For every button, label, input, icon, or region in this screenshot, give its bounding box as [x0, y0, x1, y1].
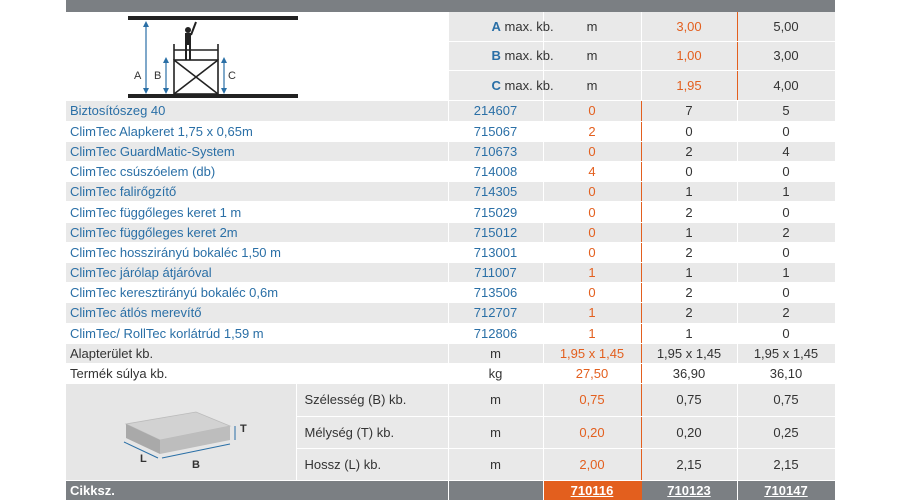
part-value-2: 2 [641, 141, 737, 161]
part-value-3: 0 [737, 242, 835, 262]
part-value-1: 1 [543, 263, 641, 283]
footer-code-2[interactable]: 710123 [641, 480, 737, 500]
part-value-3: 2 [737, 303, 835, 323]
dim-b-value-2: 3,00 [737, 41, 835, 70]
part-name[interactable]: ClimTec hosszirányú bokaléc 1,50 m [66, 242, 448, 262]
part-value-2: 1 [641, 323, 737, 343]
summary-row [66, 363, 835, 383]
pack-length-value-3: 2,15 [737, 448, 835, 480]
scaffold-diagram [128, 16, 308, 100]
pack-width-value-1: 0,75 [543, 384, 641, 416]
pack-depth-value-1: 0,20 [543, 416, 641, 448]
spec-table [66, 12, 836, 101]
summary-value-1: 1,95 x 1,45 [543, 343, 641, 363]
top-bar [66, 0, 835, 12]
pack-width-unit: m [448, 384, 543, 416]
part-code[interactable]: 710673 [448, 141, 543, 161]
part-name[interactable]: Biztosítószeg 40 [66, 101, 448, 121]
diagram-label-a: A [134, 70, 142, 82]
part-row [66, 303, 835, 323]
part-value-2: 0 [641, 162, 737, 182]
summary-unit: m [448, 343, 543, 363]
part-value-1: 0 [543, 202, 641, 222]
pack-length-value-2: 2,15 [641, 448, 737, 480]
package-label-width: B [192, 459, 200, 471]
part-value-3: 2 [737, 222, 835, 242]
dim-c-value-1: 1,95 [641, 71, 737, 100]
part-value-3: 0 [737, 162, 835, 182]
part-value-1: 0 [543, 242, 641, 262]
part-name[interactable]: ClimTec csúszóelem (db) [66, 162, 448, 182]
part-row [66, 283, 835, 303]
part-row [66, 242, 835, 262]
dim-c-label: C max. kb. [448, 71, 543, 100]
part-value-2: 1 [641, 222, 737, 242]
part-value-3: 1 [737, 182, 835, 202]
part-value-2: 2 [641, 303, 737, 323]
summary-row [66, 343, 835, 363]
part-code[interactable]: 712806 [448, 323, 543, 343]
parts-table [66, 101, 836, 384]
part-row [66, 101, 835, 121]
part-code[interactable]: 715067 [448, 121, 543, 141]
part-row [66, 323, 835, 343]
footer-row [66, 480, 835, 500]
part-code[interactable]: 713506 [448, 283, 543, 303]
part-value-1: 2 [543, 121, 641, 141]
dim-c-unit: m [543, 71, 641, 100]
part-name[interactable]: ClimTec/ RollTec korlátrúd 1,59 m [66, 323, 448, 343]
dim-b-label: B max. kb. [448, 41, 543, 70]
part-value-3: 5 [737, 101, 835, 121]
part-row [66, 202, 835, 222]
part-row [66, 162, 835, 182]
dim-c-value-2: 4,00 [737, 71, 835, 100]
pack-depth-value-2: 0,20 [641, 416, 737, 448]
part-value-3: 1 [737, 263, 835, 283]
part-name[interactable]: ClimTec Alapkeret 1,75 x 0,65m [66, 121, 448, 141]
dim-a-value-2: 5,00 [737, 12, 835, 41]
pack-row-width [66, 384, 835, 416]
pack-depth-value-3: 0,25 [737, 416, 835, 448]
summary-value-3: 1,95 x 1,45 [737, 343, 835, 363]
dim-a-unit: m [543, 12, 641, 41]
package-label-height: T [240, 423, 247, 435]
diagram-label-c: C [228, 70, 236, 82]
part-value-2: 0 [641, 121, 737, 141]
part-value-2: 2 [641, 202, 737, 222]
dim-row-a [66, 12, 835, 41]
part-row [66, 141, 835, 161]
part-value-1: 0 [543, 101, 641, 121]
part-row [66, 263, 835, 283]
part-value-3: 0 [737, 202, 835, 222]
summary-unit: kg [448, 363, 543, 383]
part-value-2: 2 [641, 283, 737, 303]
part-value-1: 1 [543, 303, 641, 323]
part-code[interactable]: 714305 [448, 182, 543, 202]
summary-value-2: 36,90 [641, 363, 737, 383]
pack-width-value-3: 0,75 [737, 384, 835, 416]
part-value-1: 0 [543, 283, 641, 303]
part-code[interactable]: 711007 [448, 263, 543, 283]
summary-label: Alapterület kb. [66, 343, 448, 363]
part-code[interactable]: 714008 [448, 162, 543, 182]
part-value-1: 0 [543, 222, 641, 242]
part-code[interactable]: 715029 [448, 202, 543, 222]
part-row [66, 182, 835, 202]
product-spec-table [66, 0, 835, 500]
scaffold-diagram-cell [66, 12, 448, 100]
part-name[interactable]: ClimTec falirőgzítő [66, 182, 448, 202]
pack-length-unit: m [448, 448, 543, 480]
summary-value-3: 36,10 [737, 363, 835, 383]
pack-width-value-2: 0,75 [641, 384, 737, 416]
part-name[interactable]: ClimTec járólap átjáróval [66, 263, 448, 283]
package-diagram [118, 394, 258, 474]
part-value-3: 0 [737, 283, 835, 303]
part-value-3: 0 [737, 323, 835, 343]
package-diagram-cell [66, 384, 296, 480]
footer-code-1[interactable]: 710116 [543, 480, 641, 500]
pack-length-value-1: 2,00 [543, 448, 641, 480]
pack-depth-label: Mélység (T) kb. [296, 416, 448, 448]
pack-depth-unit: m [448, 416, 543, 448]
summary-value-2: 1,95 x 1,45 [641, 343, 737, 363]
summary-label: Termék súlya kb. [66, 363, 448, 383]
part-value-2: 7 [641, 101, 737, 121]
dim-b-value-1: 1,00 [641, 41, 737, 70]
package-label-length: L [140, 453, 147, 465]
packaging-table [66, 384, 836, 501]
dim-a-value-1: 3,00 [641, 12, 737, 41]
part-code[interactable]: 214607 [448, 101, 543, 121]
part-value-1: 0 [543, 182, 641, 202]
part-name[interactable]: ClimTec keresztirányú bokaléc 0,6m [66, 283, 448, 303]
part-name[interactable]: ClimTec átlós merevítő [66, 303, 448, 323]
part-row [66, 121, 835, 141]
part-code[interactable]: 715012 [448, 222, 543, 242]
footer-code-3[interactable]: 710147 [737, 480, 835, 500]
part-value-2: 1 [641, 182, 737, 202]
footer-spacer [448, 480, 543, 500]
diagram-label-b: B [154, 70, 162, 82]
part-value-1: 0 [543, 141, 641, 161]
part-value-2: 2 [641, 242, 737, 262]
part-name[interactable]: ClimTec függőleges keret 1 m [66, 202, 448, 222]
part-value-3: 4 [737, 141, 835, 161]
part-code[interactable]: 713001 [448, 242, 543, 262]
part-name[interactable]: ClimTec függőleges keret 2m [66, 222, 448, 242]
summary-value-1: 27,50 [543, 363, 641, 383]
part-row [66, 222, 835, 242]
footer-label: Cikksz. [66, 480, 448, 500]
part-code[interactable]: 712707 [448, 303, 543, 323]
pack-length-label: Hossz (L) kb. [296, 448, 448, 480]
dim-b-unit: m [543, 41, 641, 70]
dim-a-label: A max. kb. [448, 12, 543, 41]
part-value-2: 1 [641, 263, 737, 283]
pack-width-label: Szélesség (B) kb. [296, 384, 448, 416]
part-value-3: 0 [737, 121, 835, 141]
part-name[interactable]: ClimTec GuardMatic-System [66, 141, 448, 161]
part-value-1: 4 [543, 162, 641, 182]
part-value-1: 1 [543, 323, 641, 343]
